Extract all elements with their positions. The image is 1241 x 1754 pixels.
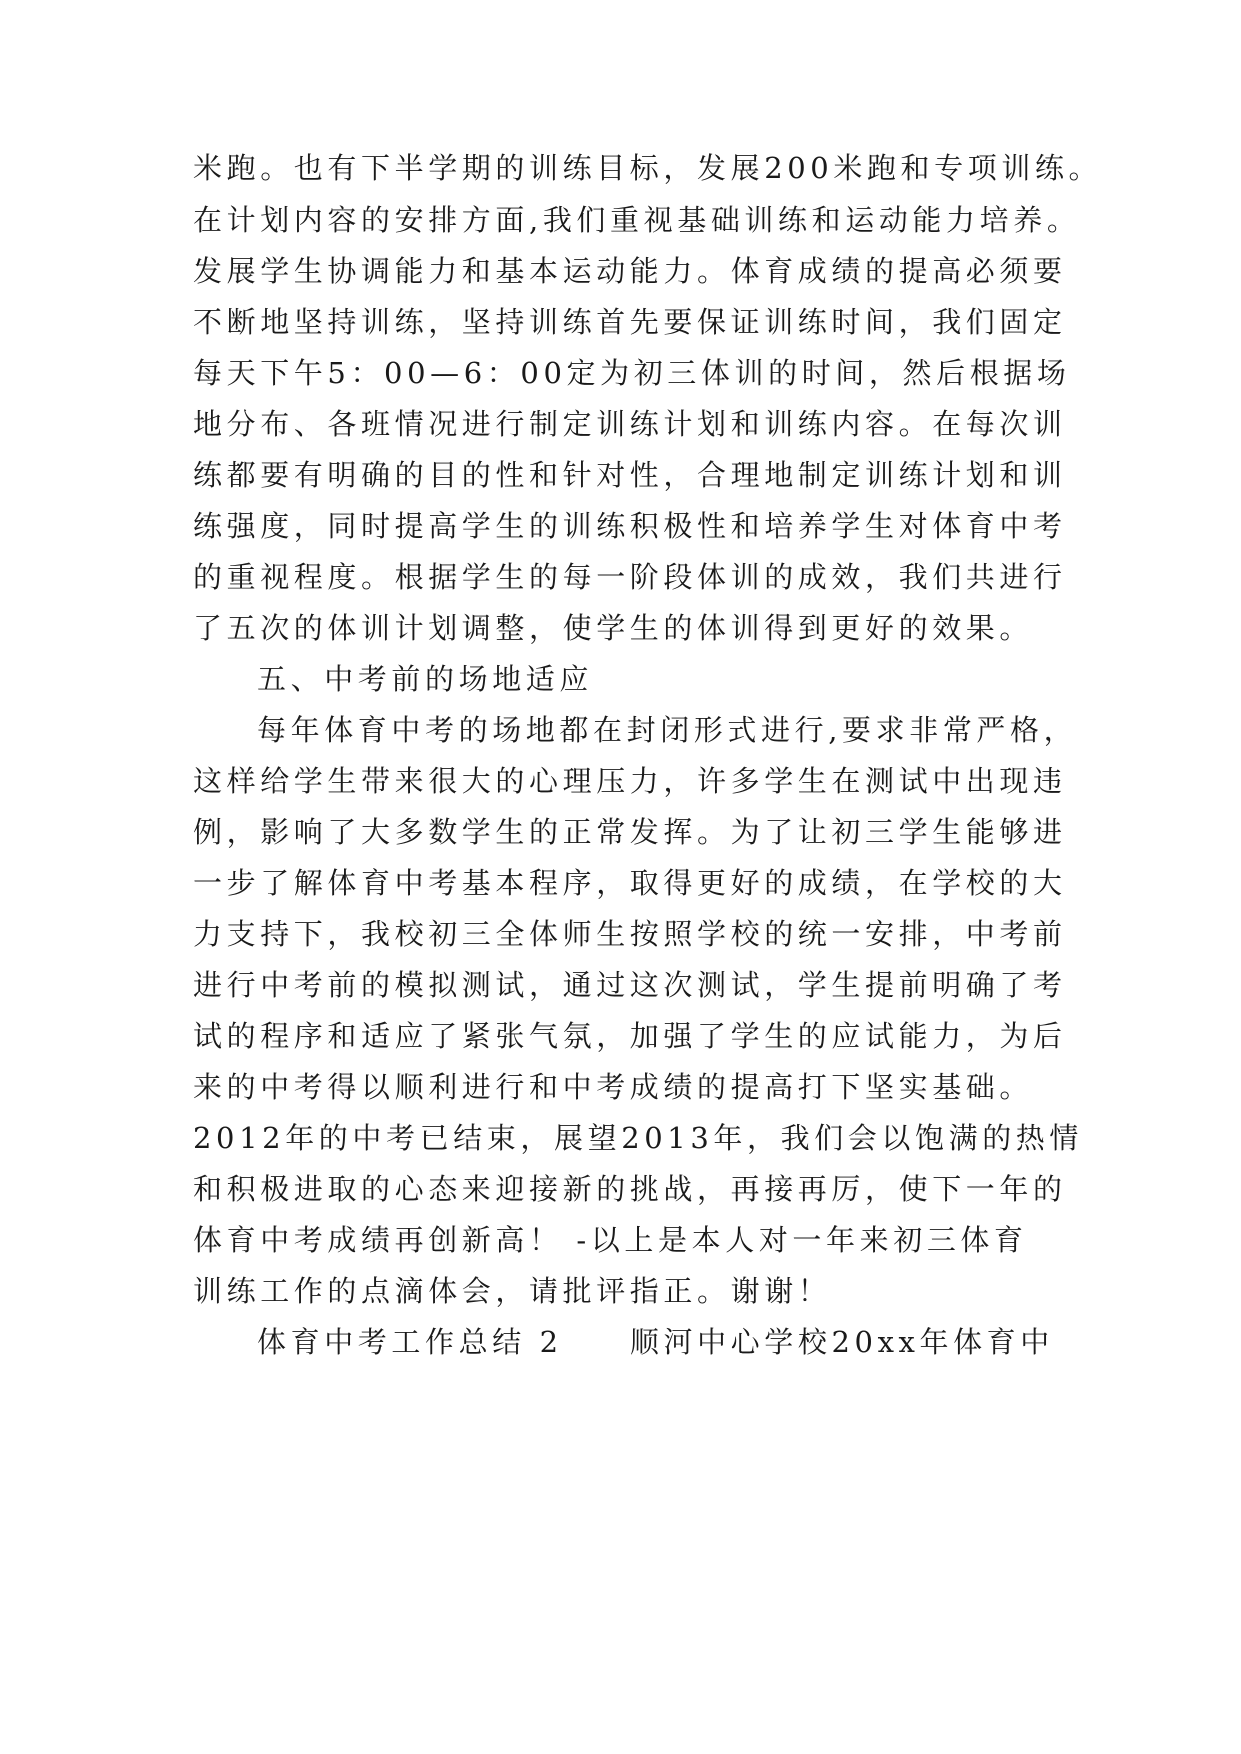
paragraph-line: 每天下午5：00—6：00定为初三体训的时间，然后根据场	[193, 356, 1071, 390]
paragraph-line: 的重视程度。根据学生的每一阶段体训的成效，我们共进行	[193, 560, 1067, 594]
paragraph-line: 来的中考得以顺利进行和中考成绩的提高打下坚实基础。	[193, 1070, 1034, 1104]
paragraph-line: 每年体育中考的场地都在封闭形式进行,要求非常严格，	[257, 713, 1078, 747]
paragraph-line: 不断地坚持训练，坚持训练首先要保证训练时间，我们固定	[193, 305, 1067, 339]
paragraph-line: 了五次的体训计划调整，使学生的体训得到更好的效果。	[193, 611, 1034, 645]
paragraph-line: 发展学生协调能力和基本运动能力。体育成绩的提高必须要	[193, 254, 1067, 288]
paragraph-line: 练都要有明确的目的性和针对性，合理地制定训练计划和训	[193, 458, 1067, 492]
section-heading: 五、中考前的场地适应	[257, 662, 594, 696]
paragraph-line: 力支持下，我校初三全体师生按照学校的统一安排，中考前	[193, 917, 1067, 951]
paragraph-line: 这样给学生带来很大的心理压力，许多学生在测试中出现违	[193, 764, 1067, 798]
paragraph-line: 2012年的中考已结束，展望2013年，我们会以饱满的热情	[193, 1121, 1084, 1155]
paragraph-line: 一步了解体育中考基本程序，取得更好的成绩，在学校的大	[193, 866, 1067, 900]
paragraph-line: 地分布、各班情况进行制定训练计划和训练内容。在每次训	[193, 407, 1067, 441]
paragraph-line: 练强度，同时提高学生的训练积极性和培养学生对体育中考	[193, 509, 1067, 543]
paragraph-line: 例，影响了大多数学生的正常发挥。为了让初三学生能够进	[193, 815, 1067, 849]
paragraph-line: 在计划内容的安排方面,我们重视基础训练和运动能力培养。	[193, 203, 1081, 237]
paragraph-line: 米跑。也有下半学期的训练目标，发展200米跑和专项训练。	[193, 151, 1103, 185]
paragraph-line: 进行中考前的模拟测试，通过这次测试，学生提前明确了考	[193, 968, 1067, 1002]
section-title-line: 体育中考工作总结 2 顺河中心学校20xx年体育中	[257, 1325, 1054, 1359]
paragraph-line: 试的程序和适应了紧张气氛，加强了学生的应试能力，为后	[193, 1019, 1067, 1053]
paragraph-line: 训练工作的点滴体会，请批评指正。谢谢！	[193, 1274, 832, 1308]
paragraph-line: 体育中考成绩再创新高！ -以上是本人对一年来初三体育	[193, 1223, 1028, 1257]
paragraph-line: 和积极进取的心态来迎接新的挑战，再接再厉，使下一年的	[193, 1172, 1067, 1206]
